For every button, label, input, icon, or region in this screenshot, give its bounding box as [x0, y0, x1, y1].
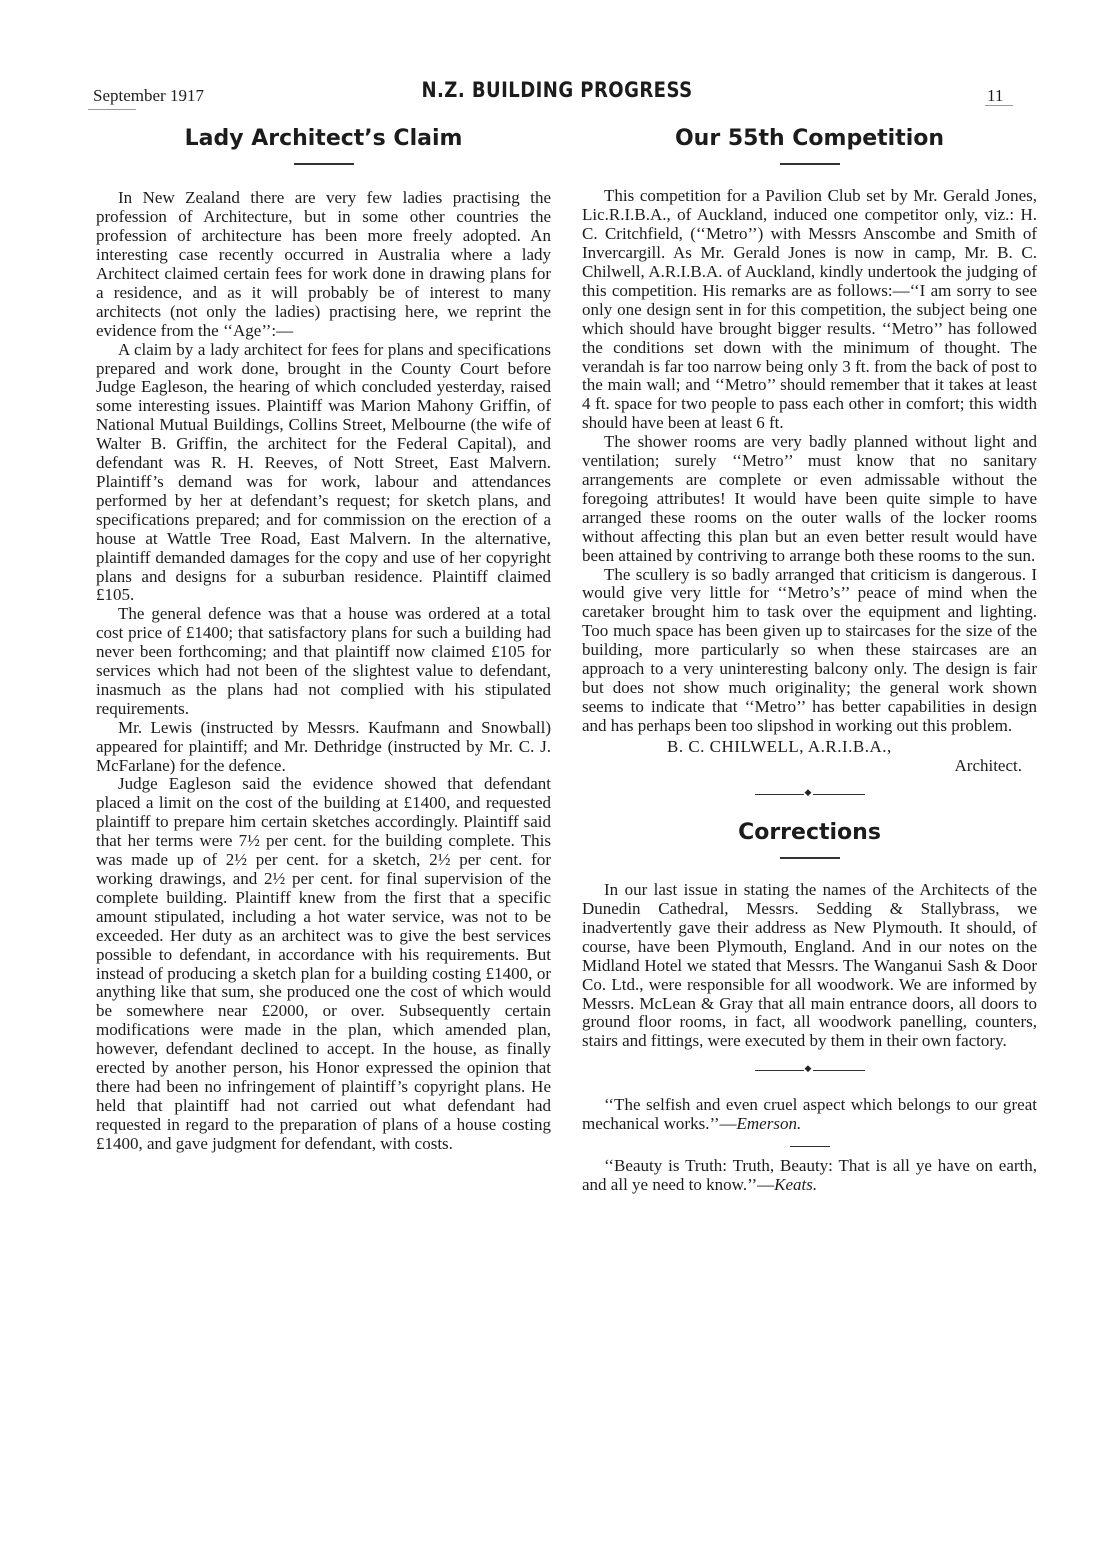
- header-underline-right: [985, 105, 1013, 106]
- judge-signature: [582, 737, 1037, 775]
- corrections-heading: Corrections: [738, 819, 881, 845]
- article-paragraph: Mr. Lewis (instructed by Messrs. Kaufmann and Snowball) appeared for plaintiff; and Mr. Dethridge (instructed by Mr. C. J. McFarlane) for the defence.: [96, 717, 551, 775]
- running-header: [0, 78, 1114, 118]
- signature-name: B. C. CHILWELL, A.R.I.B.A.,: [667, 736, 892, 756]
- article-heading-competition: Our 55th Competition: [674, 126, 945, 151]
- article-paragraph: This competition for a Pavilion Club set by Mr. Gerald Jones, Lic.R.I.B.A., of Auckland, induced one competitor only, viz.: H. C. Critchfield, (‘‘Metro’’) with Messrs Anscombe and Smith of Invercargill. As Mr. Gerald Jones is now in camp, Mr. B. C. Chilwell, A.R.I.B.A. of Auckland, kindly undertook the judging of this competition. His remarks are as follows:—‘‘I am sorry to see only one design sent in for this competition, the subject being one which should have brought bigger results. ‘‘Metro’’ has followed the conditions set down with the minimum of thought. The verandah is far too narrow being only 3 ft. from the back of post to the main wall; and ‘‘Metro’’ should remember that it takes at least 4 ft. space for two people to pass each other in comfort; this width should have been at least 6 ft.: [582, 186, 1037, 433]
- heading-rule: [780, 163, 840, 165]
- header-underline-left: [88, 109, 136, 110]
- right-column: [582, 126, 1037, 1195]
- quote-author: Keats.: [774, 1174, 818, 1194]
- issue-date: September 1917: [93, 86, 204, 105]
- quote-author: Emerson.: [736, 1114, 802, 1134]
- quote-text: ‘‘The selfish and even cruel aspect which belongs to our great mechanical works.’’—: [582, 1095, 1037, 1134]
- article-paragraph: The general defence was that a house was ordered at a total cost price of £1400; that satisfactory plans for such a building had never been forthcoming; and that plaintiff now claimed £105 for services which had not been of the slightest value to defendant, inasmuch as the plans had not complied with his stipulated requirements.: [96, 604, 551, 718]
- article-heading-lady-architect: Lady Architect’s Claim: [184, 126, 463, 151]
- signature-title: Architect.: [954, 755, 1022, 775]
- quote-emerson: [582, 1096, 1037, 1134]
- article-paragraph: In New Zealand there are very few ladies practising the profession of Architecture, but in some other countries the profession of architecture has been more freely adopted. An interesting case recently occurred in Australia where a lady Architect claimed certain fees for work done in drawing plans for a residence, and as it will probably be of interest to many architects (not only the ladies) practising here, we reprint the evidence from the ‘‘Age’’:—: [96, 188, 551, 340]
- left-column: [96, 126, 551, 1154]
- article-paragraph: The shower rooms are very badly planned without light and ventilation; surely ‘‘Metro’’ must know that no sanitary arrangements are complete or even admissable without the foregoing attributes! It would have been quite simple to have arranged these rooms on the outer walls of the locker rooms without affecting this plan but an even better result would have been attained by contriving to arrange both these rooms to the sun.: [582, 432, 1037, 565]
- page-number: 11: [987, 86, 1004, 105]
- corrections-paragraph: In our last issue in stating the names of the Architects of the Dunedin Cathedral, Messrs. Sedding & Stallybrass, we inadvertently gave their address as New Plymouth. It should, of course, have been Plymouth, England. And in our notes on the Midland Hotel we stated that Messrs. The Wanganui Sash & Door Co. Ltd., were responsible for all woodwork. We are informed by Messrs. McLean & Gray that all main entrance doors, all doors to ground floor rooms, in fact, all woodwork panelling, counters, stairs and fittings, were executed by them in their own factory.: [582, 880, 1037, 1051]
- article-paragraph: A claim by a lady architect for fees for plans and specifications prepared and work done, brought in the County Court before Judge Eagleson, the hearing of which concluded yesterday, raised some interesting issues. Plaintiff was Marion Mahony Griffin, of National Mutual Buildings, Collins Street, Melbourne (the wife of Walter B. Griffin, the architect for the Federal Capital), and defendant was R. H. Reeves, of Nott Street, East Malvern. Plaintiff’s demand was for work, labour and attendances performed by her at defendant’s request; for sketch plans, and specifications prepared; and for commission on the erection of a house at Wattle Tree Road, East Malvern. In the alternative, plaintiff demanded damages for the copy and use of her copyright plans and designs for a suburban residence. Plaintiff claimed £105.: [96, 339, 551, 605]
- article-paragraph: The scullery is so badly arranged that criticism is dangerous. I would give very little for ‘‘Metro’s’’ peace of mind when the caretaker brought him to task over the equipment and lighting. Too much space has been given up to staircases for the size of the building, more particularly so when these staircases are an approach to a very uninteresting balcony only. The design is fair but does not show much originality; the general work shown seems to indicate that ‘‘Metro’’ has better capabilities in design and has perhaps been too slipshod in working out this problem.: [582, 564, 1037, 735]
- quote-keats: [582, 1157, 1037, 1195]
- quote-text: ‘‘Beauty is Truth: Truth, Beauty: That is all ye have on earth, and all ye need to know.’’—: [582, 1156, 1037, 1194]
- heading-rule: [294, 163, 354, 165]
- quote-separator: [790, 1146, 830, 1147]
- ornament-divider: [755, 1064, 865, 1078]
- publication-title: N.Z. BUILDING PROGRESS: [421, 78, 693, 102]
- diamond-ornament-icon: ◆: [804, 787, 812, 798]
- heading-rule: [780, 857, 840, 859]
- ornament-divider: [755, 788, 865, 802]
- article-paragraph: Judge Eagleson said the evidence showed that defendant placed a limit on the cost of the building at £1400, and requested plaintiff to prepare him certain sketches accordingly. Plaintiff said that her terms were 7½ per cent. for the building complete. This was made up of 2½ per cent. for a sketch, 2½ per cent. for working drawings, and 2½ per cent. for final supervision of the complete building. Plaintiff knew from the first that a specific amount stipulated, including a hot water service, was not to be exceeded. Her duty as an architect was to give the best services possible to defendant, in accordance with his requirements. But instead of producing a sketch plan for a building costing £1400, or anything like that sum, she produced one the cost of which would be somewhere near £2000, or over. Subsequently certain modifications were made in the plan, which amended plan, however, defendant declined to accept. In the house, as finally erected by another person, his Honor expressed the opinion that there had been no infringement of plaintiff’s copyright plans. He held that plaintiff had not carried out what defendant had requested in regard to the preparation of plans of a house costing £1400, and gave judgment for defendant, with costs.: [96, 774, 551, 1153]
- diamond-ornament-icon: ◆: [804, 1064, 812, 1075]
